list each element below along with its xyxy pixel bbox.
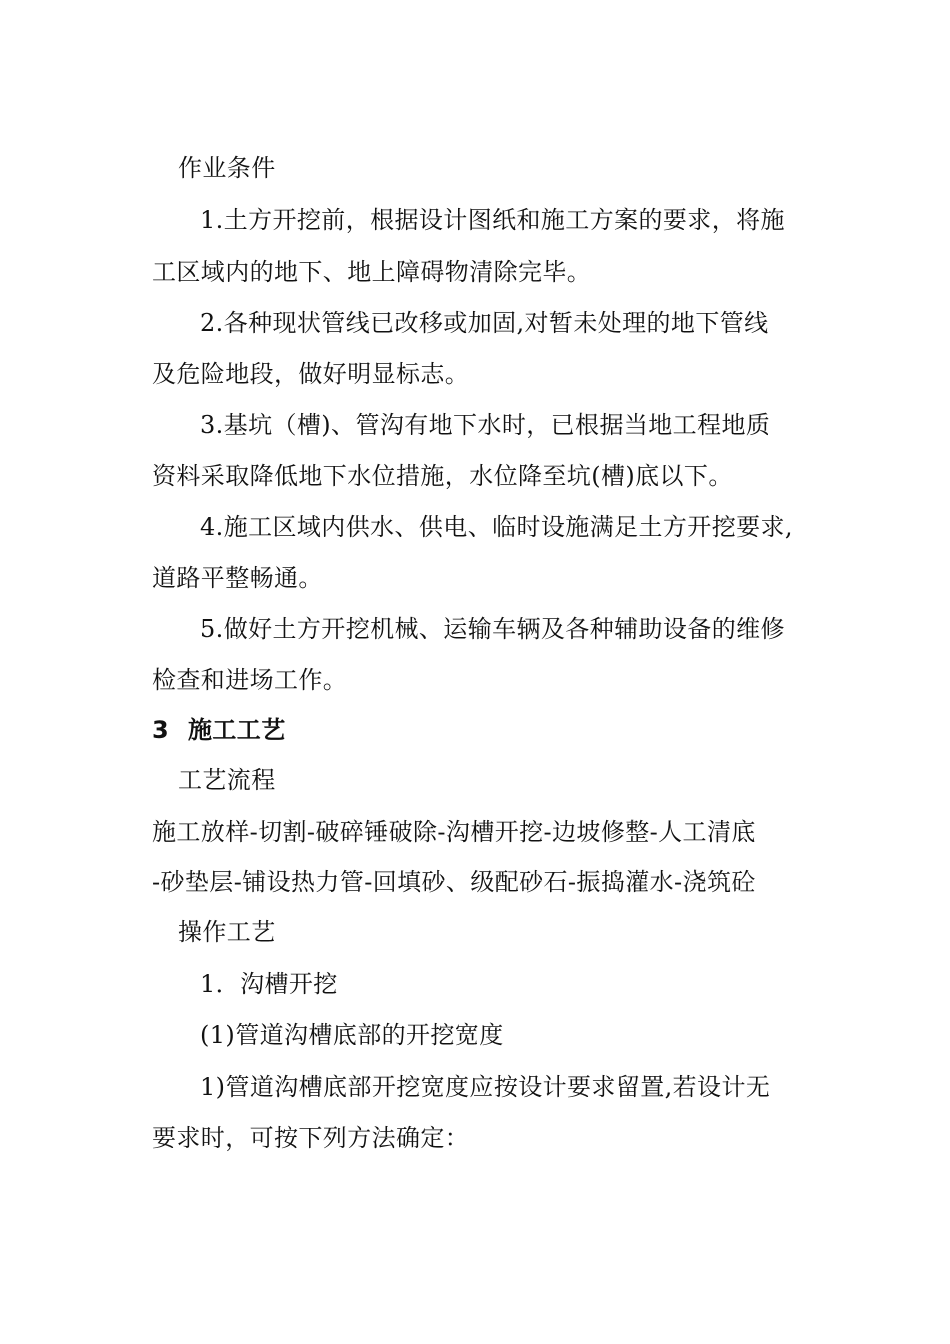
paragraph-line-2: 要求时，可按下列方法确定： [152, 1124, 470, 1152]
section-heading-process [152, 714, 812, 746]
paragraph-line-1: 1)管道沟槽底部开挖宽度应按设计要求留置,若设计无 [200, 1073, 771, 1101]
section-title-conditions: 作业条件 [178, 154, 276, 182]
condition-1-line-1: 1.土方开挖前，根据设计图纸和施工方案的要求，将施 [200, 206, 785, 234]
subsubsection-trench-width: (1)管道沟槽底部的开挖宽度 [200, 1021, 504, 1049]
condition-3-line-2: 资料采取降低地下水位措施，水位降至坑(槽)底以下。 [152, 462, 733, 490]
condition-4-line-1: 4.施工区域内供水、供电、临时设施满足土方开挖要求, [200, 513, 793, 541]
operation-title: 操作工艺 [178, 918, 276, 946]
subsection-trench-excavation: 1．沟槽开挖 [200, 970, 338, 998]
condition-3-line-1: 3.基坑（槽)、管沟有地下水时，已根据当地工程地质 [200, 411, 771, 439]
condition-5-line-1: 5.做好土方开挖机械、运输车辆及各种辅助设备的维修 [200, 615, 785, 643]
condition-2-line-1: 2.各种现状管线已改移或加固,对暂未处理的地下管线 [200, 309, 769, 337]
section-heading-text: 施工工艺 [188, 716, 286, 744]
flow-line-1: 施工放样-切割-破碎锤破除-沟槽开挖-边坡修整-人工清底 [152, 818, 756, 846]
condition-4-line-2: 道路平整畅通。 [152, 564, 323, 592]
flow-title: 工艺流程 [178, 766, 276, 794]
condition-5-line-2: 检查和进场工作。 [152, 666, 348, 694]
condition-1-line-2: 工区域内的地下、地上障碍物清除完毕。 [152, 258, 592, 286]
section-number: 3 [152, 716, 170, 744]
condition-2-line-2: 及危险地段，做好明显标志。 [152, 360, 470, 388]
flow-line-2: -砂垫层-铺设热力管-回填砂、级配砂石-振捣灌水-浇筑砼 [152, 868, 756, 896]
